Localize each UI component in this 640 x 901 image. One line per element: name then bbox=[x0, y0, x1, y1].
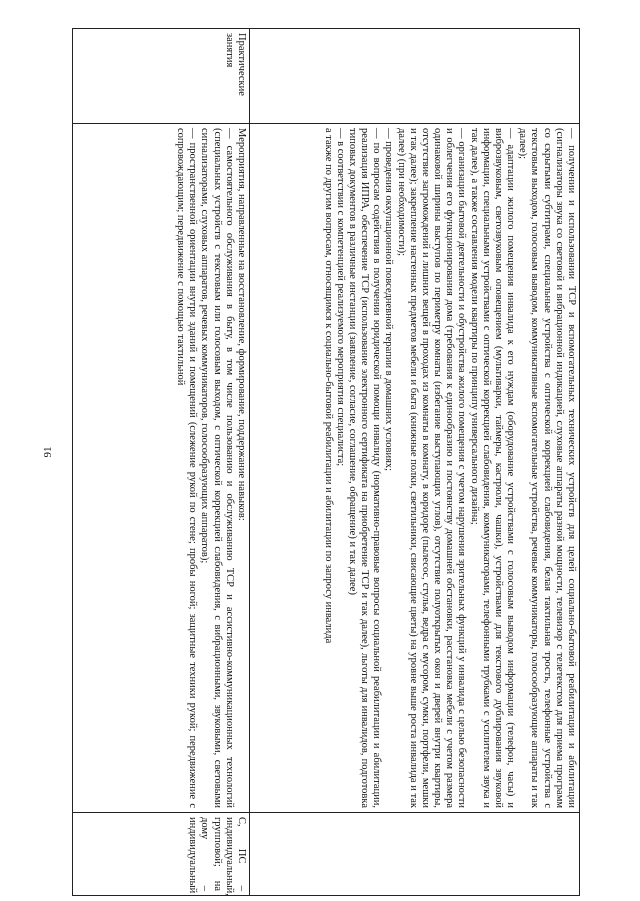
table-row bbox=[73, 29, 250, 896]
paragraph: — по вопросам содействия в получении юридической помощи инвалиду (нормативно-правовые вопросы социальной реабилитации и абилитации, реализация ИПРА, обеспечение ТСР (использование электронного сертификата на приобретение ТСР и так далее), льготы для инвалидов, подготовка типовых документов в различные инстанции (заявление, согласие, соглашение, обращение) и так далее) bbox=[346, 128, 383, 808]
paragraph: Мероприятия, направленные на восстановление, формирование, поддержание навыков: bbox=[236, 128, 247, 521]
paragraph: — проведения оккупационной повседневной терапии в домашних условиях; bbox=[383, 128, 395, 472]
rotated-table-container bbox=[72, 28, 580, 896]
paragraph: — адаптации жилого помещения инвалида к его нуждам (оборудование устройствами с голосовым выводом информации (телефон, часы) и виброзвуковым, светозвуковым оповещением (мультиварки, таймеры, кастрюли, чашки), устройствами для текстового дублирования звуковой информации, специальными устройствами с оптической коррекцией слабовидения, коммуникаторами, телефонными трубками с усилителем звука и так далее), а также составления модели квартиры по принципу универсального дизайна; bbox=[468, 128, 517, 808]
paragraph: — в соответствии с компетенцией реализуемого мероприятия специалиста; bbox=[334, 128, 346, 467]
paragraph: — самостоятельного обслуживания в быту, в том числе пользованию и обслуживанию ТСР и ассистивно-коммуникационных технологий (специальных устройств с текстовым или голосовым выходом, с оптической коррекцией слабовидения, с вибрационными, звуковыми, световыми сигнализаторами, слуховых аппаратов, речевых коммуникаторов, голосообразующих аппаратов); bbox=[199, 128, 235, 808]
row-content-cell bbox=[250, 124, 580, 813]
rehabilitation-table bbox=[72, 28, 580, 896]
row-note-cell bbox=[73, 813, 250, 896]
paragraph: — организации бытовой деятельности и обустройства жилого помещения с учетом нарушения зрительных функций у инвалида с целью безопасности и облегчения его функционирования дома (требования к единообразию и постоянству домашней обстановки, расстановка мебели с учетом размера одинаковой ширины выступов по периметру комнаты (избегание выступающих углов), отсутствие полуоткрытых окон и дверей внутри квартиры, отсутствие загромождений и лишних вещей в проходах из комнаты в комнату, в коридоре (пылесос, стулья, ведра с мусором, сумки, портфели, мешки и так далее); закрепление настенных предметов мебели и быта (книжные полки, светильники, свисающие цветы) на уровне выше роста инвалида и так далее) (при необходимости); bbox=[395, 128, 468, 808]
row-note: С, ПС – индивидуальный, групповой; на дому – индивидуальный bbox=[187, 817, 247, 896]
row-label-cell bbox=[250, 29, 580, 124]
row-content-cell bbox=[73, 124, 250, 813]
row-label-cell bbox=[73, 29, 250, 124]
paragraph: — пространственной ориентации внутри зданий и помещений (слежение рукой по стене; пробы ногой; защитные техники рукой; передвижение с сопровождающим; передвижение с помощью тактильной bbox=[175, 128, 199, 808]
page-number: 91 bbox=[42, 446, 54, 458]
row-note-cell bbox=[250, 813, 580, 896]
row-label: Практические занятия bbox=[223, 33, 247, 96]
table-row bbox=[250, 29, 580, 896]
paragraph: а также по другим вопросам, относящимся к социально-бытовой реабилитации и абилитации по запросу инвалида bbox=[322, 128, 334, 644]
paragraph: — получении и использовании ТСР и вспомогательных технических устройств для целей социально-бытовой реабилитации и абилитации (сигнализаторы звука со световой и вибрационной индикацией, слуховые аппараты разной мощности, телевизор с телетекстом для приема программ со скрытыми субтитрами, специальные устройства с оптической коррекцией слабовидения, белая тактильная трость, телефонные устройства с текстовым выходом, голосовым выводом, коммуникативные вспомогательные устройства, речевые коммуникаторы, голосообразующие аппараты и так далее); bbox=[517, 128, 577, 808]
